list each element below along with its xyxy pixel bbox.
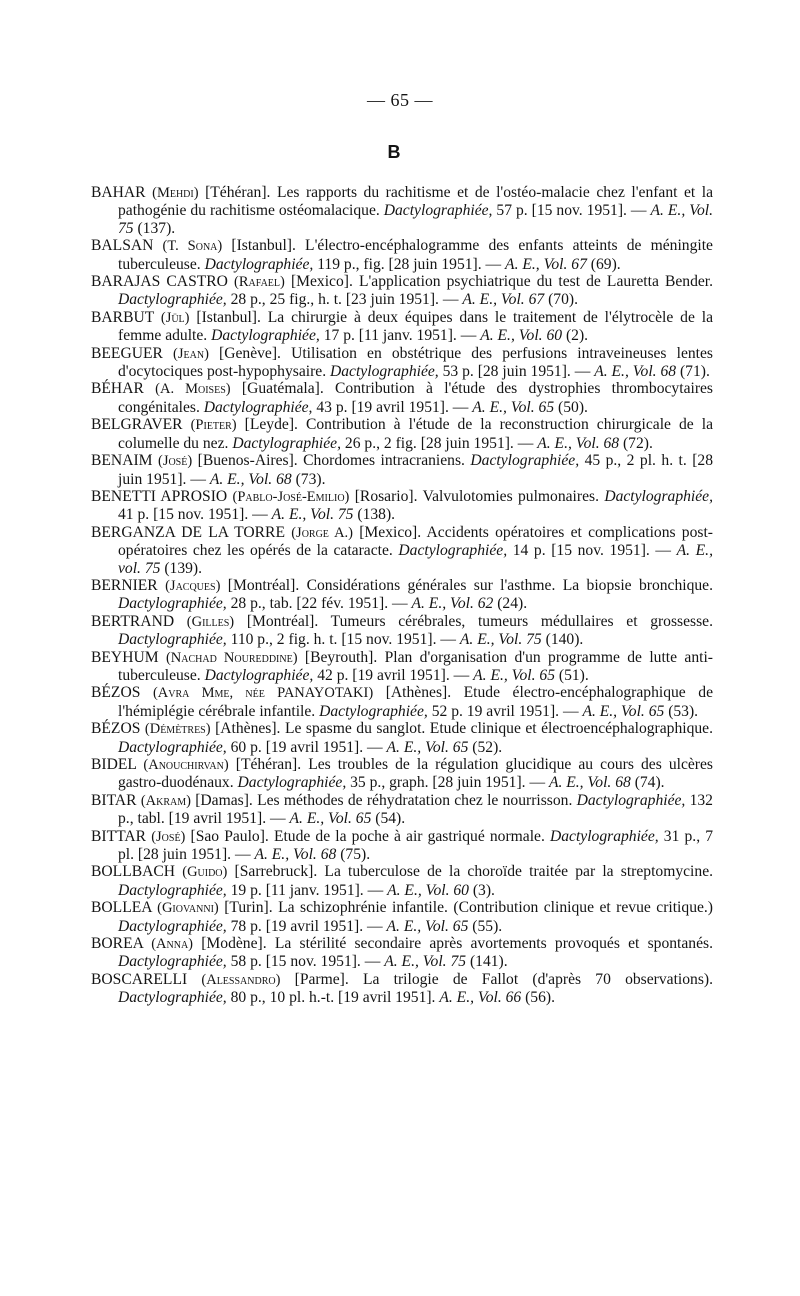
thesis-title: La tuberculose de la choroïde traitée par la streptomycine. [317, 863, 714, 881]
publication-details: 45 p., 2 pl. h. t. [28 juin 1951]. — [118, 452, 714, 488]
volume-reference: A. E., Vol. 68 [548, 774, 631, 792]
document-type: Dactylographiée, [118, 881, 227, 899]
volume-reference: A. E., Vol. 68 [537, 434, 620, 452]
publication-details: 53 p. [28 juin 1951]. — [438, 363, 595, 381]
document-type: Dactylographiée, [549, 827, 659, 845]
city: [Sarrebruck]. [234, 863, 318, 881]
volume-reference: A. E., Vol. 75 [118, 202, 714, 237]
author-surname: BITTAR [91, 827, 147, 845]
bibliography-entry [91, 380, 713, 416]
author-given-name: (Pieter) [190, 417, 237, 434]
thesis-title: Les méthodes de réhydratation chez le nourrisson. [252, 791, 577, 809]
city: [Mexico]. [290, 273, 353, 291]
bibliography-entry [91, 452, 713, 488]
document-type: Dactylographiée, [118, 953, 227, 971]
author-surname: BELGRAVER [91, 416, 183, 434]
publication-details: 132 p., tabl. [19 avril 1951]. — [118, 791, 713, 828]
page-number: — 65 — [367, 90, 433, 110]
document-type: Dactylographiée, [232, 434, 342, 452]
bibliography-entry [91, 309, 713, 345]
city: [Modène]. [201, 935, 267, 953]
author-given-name: (Mehdi) [152, 185, 199, 201]
thesis-title: Valvulotomies pulmonaires. [417, 487, 605, 505]
entry-number: (54). [371, 810, 406, 828]
publication-details: 31 p., 7 pl. [28 juin 1951]. — [118, 827, 714, 864]
author-surname: BOLLBACH [91, 863, 176, 881]
author-given-name: (Anna) [151, 936, 194, 953]
volume-reference: A. E., Vol. 62 [411, 595, 494, 613]
bibliography-entry [91, 971, 713, 1007]
author-given-name: (Jül) [160, 309, 190, 326]
author-given-name: (Jacques) [165, 577, 221, 594]
city: [Téhéran]. [235, 756, 302, 773]
author-surname: BARBUT [91, 308, 154, 326]
city: [Genève]. [219, 344, 281, 362]
thesis-title: Les rapports du rachitisme et de l'ostéo-malacie chez l'enfant et la pathogénie du rachitisme ostéomalacique. [118, 184, 713, 220]
bibliography-entry [91, 613, 713, 649]
volume-reference: A. E., Vol. 67 [462, 291, 545, 309]
volume-reference: A. E., Vol. 60 [387, 881, 469, 899]
document-type: Dactylographiée, [237, 774, 347, 792]
city: [Athènes]. [215, 720, 281, 738]
city: [Beyrouth]. [304, 648, 378, 666]
city: [Leyde]. [244, 416, 298, 434]
author-given-name: (Akram) [140, 792, 191, 809]
city: [Guatémala]. [241, 380, 324, 398]
thesis-title: Considérations générales sur l'asthme. La biopsie bronchique. [299, 576, 714, 594]
city: [Athènes]. [385, 684, 452, 702]
volume-reference: A. E., Vol. 75 [384, 953, 467, 971]
entry-number: (75). [336, 846, 371, 864]
entry-number: (141). [466, 953, 508, 971]
author-given-name: (Guido) [182, 864, 228, 881]
publication-details: 57 p. [15 nov. 1951]. — [492, 202, 651, 220]
author-given-name: (Pablo-José-Emilio) [232, 488, 350, 505]
volume-reference: A. E., Vol. 66 [439, 989, 522, 1007]
entry-number: (50). [554, 398, 588, 416]
publication-details: 19 p. [11 janv. 1951]. — [226, 881, 388, 899]
city: [Téhéran]. [205, 184, 271, 201]
entry-number: (52). [468, 738, 503, 756]
document-type: Dactylographiée, [470, 452, 580, 470]
volume-reference: A. E., Vol. 68 [209, 470, 292, 488]
volume-reference: A. E., Vol. 65 [472, 398, 555, 416]
author-given-name: (Démètres) [144, 721, 211, 738]
city: [Istanbul]. [196, 308, 261, 326]
publication-details: 41 p. [15 nov. 1951]. — [118, 506, 272, 524]
entry-number: (2). [562, 327, 589, 345]
author-surname: BIDEL [91, 756, 137, 773]
thesis-title: Tumeurs cérébrales, tumeurs médullaires et grossesse. [318, 612, 713, 630]
volume-reference: A. E., Vol. 67 [505, 255, 587, 273]
author-surname: BOLLEA [91, 899, 152, 917]
thesis-title: Etude électro-encéphalographique de l'hémiplégie cérébrale infantile. [118, 684, 713, 720]
author-surname: BENETTI APROSIO [91, 487, 228, 505]
author-surname: BERTRAND [91, 612, 175, 630]
author-given-name: (Rafael) [234, 274, 285, 291]
publication-details: 52 p. 19 avril 1951]. — [427, 702, 583, 720]
volume-reference: A. E., Vol. 65 [582, 702, 665, 720]
author-surname: BERGANZA DE LA TORRE [91, 523, 285, 541]
author-given-name: (José) [157, 453, 193, 470]
document-type: Dactylographiée, [118, 291, 227, 309]
city: [Montréal]. [227, 576, 300, 594]
document-type: Dactylographiée, [118, 738, 227, 756]
thesis-title: Les troubles de la régulation glucidique au cours des ulcères gastro-duodénaux. [118, 756, 713, 792]
author-surname: BEEGUER [91, 344, 163, 362]
bibliography-entry [91, 899, 713, 935]
author-surname: BÉZOS [91, 684, 141, 702]
thesis-title: Plan d'organisation d'un programme de lutte anti-tuberculeuse. [118, 648, 714, 684]
thesis-title: La chirurgie à deux équipes dans le traitement de l'élytrocèle de la femme adulte. [118, 308, 713, 345]
thesis-title: Chordomes intracraniens. [297, 452, 471, 470]
author-surname: BÉHAR [91, 380, 144, 398]
author-given-name: (Giovanni) [157, 900, 219, 917]
author-given-name: (Jean) [173, 345, 209, 362]
city: [Damas]. [195, 791, 253, 809]
bibliography-entry [91, 345, 713, 381]
author-surname: BOSCARELLI [91, 970, 188, 988]
volume-reference: A. E., Vol. 65 [289, 810, 372, 828]
entry-number: (140). [541, 631, 584, 649]
bibliography-entry [91, 684, 713, 720]
thesis-title: Contribution à l'étude de la reconstruction chirurgicale de la columelle du nez. [118, 416, 713, 452]
bibliography-entry [91, 720, 713, 756]
thesis-title: L'application psychiatrique du test de Lauretta Bender. [352, 273, 714, 291]
city: [Parme]. [294, 970, 349, 988]
publication-details: 28 p., 25 fig., h. t. [23 juin 1951]. — [226, 291, 463, 309]
thesis-title: Le spasme du sanglot. Etude clinique et électroencéphalographique. [280, 720, 714, 738]
entry-number: (137). [133, 219, 176, 237]
city: [Istanbul]. [231, 237, 296, 255]
bibliography-entry [91, 416, 713, 452]
entry-number: (56). [521, 989, 555, 1007]
bibliography-entry [91, 649, 713, 685]
publication-details: 43 p. [19 avril 1951]. — [312, 398, 473, 416]
publication-details: 60 p. [19 avril 1951]. — [226, 738, 387, 756]
thesis-title: La stérilité secondaire après avortements provoqués et spontanés. [266, 935, 713, 953]
bibliography-entry [91, 577, 713, 613]
volume-reference: A. E., vol. 75 [118, 542, 713, 577]
entry-number: (69). [586, 255, 621, 273]
section-letter: B [387, 142, 401, 162]
bibliography-entry [91, 273, 713, 309]
volume-reference: A. E., Vol. 68 [254, 846, 337, 864]
entry-number: (73). [291, 470, 326, 488]
document-type: Dactylographiée, [319, 702, 428, 720]
author-given-name: (Alessandro) [201, 971, 281, 988]
volume-reference: A. E., Vol. 75 [271, 506, 354, 524]
volume-reference: A. E., Vol. 65 [386, 738, 469, 756]
bibliography-entry [91, 184, 713, 237]
publication-details: 14 p. [15 nov. 1951]. — [507, 542, 677, 560]
bibliography-list [91, 184, 713, 1007]
bibliography-entry [91, 524, 713, 577]
volume-reference: A. E., Vol. 65 [473, 666, 555, 684]
publication-details: 35 p., graph. [28 juin 1951]. — [346, 774, 549, 792]
bibliography-entry [91, 237, 713, 273]
publication-details: 58 p. [15 nov. 1951]. — [226, 953, 385, 971]
author-surname: BÉZOS [91, 720, 141, 738]
thesis-title: La trilogie de Fallot (d'après 70 observations). [348, 970, 714, 988]
city: [Mexico]. [359, 523, 422, 541]
bibliography-entry [91, 488, 713, 524]
bibliography-entry [91, 828, 713, 864]
city: [Montréal]. [246, 612, 319, 630]
document-type: Dactylographiée, [604, 487, 714, 505]
entry-number: (55). [468, 917, 503, 935]
author-surname: BITAR [91, 791, 137, 809]
publication-details: 110 p., 2 fig. h. t. [15 nov. 1951]. — [226, 631, 460, 649]
author-surname: BAHAR [91, 184, 146, 201]
volume-reference: A. E., Vol. 60 [480, 327, 563, 345]
bibliography-entry [91, 863, 713, 899]
document-type: Dactylographiée, [330, 363, 439, 381]
entry-number: (3). [468, 881, 495, 899]
city: [Rosario]. [354, 487, 418, 505]
publication-details: 28 p., tab. [22 fév. 1951]. — [226, 595, 412, 613]
author-given-name: (Anouchirvan) [143, 757, 229, 773]
entry-number: (139). [160, 559, 203, 577]
thesis-title: Utilisation en obstétrique des perfusions intraveineuses lentes d'ocytociques post-hypophysaire. [118, 344, 714, 381]
entry-number: (24). [493, 595, 528, 613]
publication-details: 78 p. [19 avril 1951]. — [226, 917, 387, 935]
author-given-name: (A. Moises) [155, 381, 231, 398]
author-surname: BENAIM [91, 452, 153, 470]
bibliography-entry [91, 756, 713, 792]
document-type: Dactylographiée, [211, 327, 320, 345]
document-type: Dactylographiée, [204, 255, 314, 273]
publication-details: 80 p., 10 pl. h.-t. [19 avril 1951]. [226, 989, 440, 1007]
publication-details: 119 p., fig. [28 juin 1951]. — [313, 255, 506, 273]
thesis-title: Etude de la poche à air gastriqué normale. [268, 827, 550, 845]
thesis-title: Contribution à l'étude des dystrophies thrombocytaires congénitales. [118, 380, 714, 416]
author-surname: BALSAN [91, 237, 154, 255]
document-type: Dactylographiée, [383, 202, 493, 220]
publication-details: 42 p. [19 avril 1951]. — [313, 666, 474, 684]
thesis-title: La schizophrénie infantile. (Contribution clinique et revue critique.) [272, 899, 713, 917]
volume-reference: A. E., Vol. 68 [594, 363, 677, 381]
author-surname: BOREA [91, 935, 143, 953]
author-surname: BERNIER [91, 576, 158, 594]
document-type: Dactylographiée, [118, 917, 227, 935]
entry-number: (71). [676, 363, 710, 381]
document-type: Dactylographiée, [398, 542, 508, 560]
bibliography-entry [91, 935, 713, 971]
document-type: Dactylographiée, [118, 595, 227, 613]
author-given-name: (Nachad Noureddine) [165, 649, 298, 666]
document-type: Dactylographiée, [204, 666, 314, 684]
document-type: Dactylographiée, [118, 631, 227, 649]
bibliography-entry [91, 792, 713, 828]
document-type: Dactylographiée, [203, 398, 313, 416]
entry-number: (53). [664, 702, 699, 720]
author-given-name: (José) [151, 828, 186, 845]
volume-reference: A. E., Vol. 65 [386, 917, 469, 935]
author-given-name: (Jorge A.) [291, 524, 353, 541]
thesis-title: L'électro-encéphalogramme des enfants atteints de méningite tuberculeuse. [118, 237, 713, 273]
author-surname: BEYHUM [91, 648, 159, 666]
thesis-title: Accidents opératoires et complications post-opératoires chez les opérés de la cataracte. [118, 523, 713, 560]
author-given-name: (Avra Mme, née PANAYOTAKI) [152, 685, 374, 702]
document-type: Dactylographiée, [576, 791, 686, 809]
city: [Buenos-Aires]. [197, 452, 298, 470]
author-surname: BARAJAS CASTRO [91, 273, 228, 291]
volume-reference: A. E., Vol. 75 [459, 631, 542, 649]
entry-number: (70). [544, 291, 578, 309]
publication-details: 26 p., 2 fig. [28 juin 1951]. — [341, 434, 538, 452]
entry-number: (138). [353, 506, 396, 524]
entry-number: (51). [555, 666, 589, 684]
city: [Turin]. [224, 899, 273, 917]
author-given-name: (Gilles) [186, 613, 235, 630]
entry-number: (72). [619, 434, 653, 452]
city: [Sao Paulo]. [190, 827, 269, 845]
author-given-name: (T. Sona) [162, 238, 223, 255]
document-type: Dactylographiée, [118, 989, 227, 1007]
publication-details: 17 p. [11 janv. 1951]. — [319, 327, 481, 345]
entry-number: (74). [630, 774, 665, 792]
